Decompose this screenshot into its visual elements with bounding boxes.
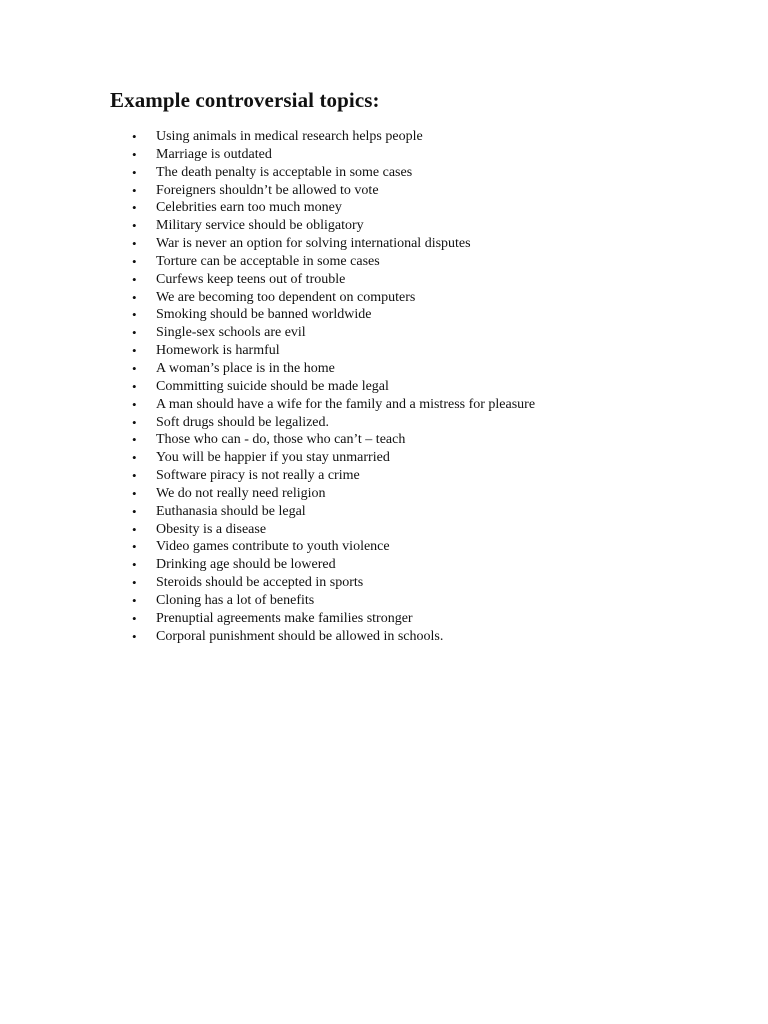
topic-text: We do not really need religion [156, 485, 326, 501]
bullet-icon: • [132, 485, 137, 501]
bullet-icon: • [132, 236, 137, 252]
bullet-icon: • [132, 521, 137, 537]
bullet-icon: • [132, 610, 137, 626]
list-item [0, 289, 768, 307]
bullet-icon: • [132, 307, 137, 323]
topic-text: War is never an option for solving international disputes [156, 236, 471, 252]
list-item [0, 164, 768, 182]
topic-text: You will be happier if you stay unmarried [156, 450, 390, 466]
topic-text: Those who can - do, those who can’t – teach [156, 432, 406, 448]
list-item [0, 253, 768, 271]
bullet-icon: • [132, 539, 137, 555]
list-item [0, 592, 768, 610]
list-item [0, 414, 768, 432]
topic-text: Torture can be acceptable in some cases [156, 253, 380, 269]
topic-text: The death penalty is acceptable in some cases [156, 164, 413, 180]
list-item [0, 378, 768, 396]
topic-text: Prenuptial agreements make families stronger [156, 610, 413, 626]
bullet-icon: • [132, 129, 137, 144]
topic-text: Using animals in medical research helps people [156, 129, 423, 144]
list-item [0, 146, 768, 164]
bullet-icon: • [132, 360, 137, 376]
bullet-icon: • [132, 557, 137, 573]
list-item [0, 538, 768, 556]
topic-text: A man should have a wife for the family and a mistress for pleasure [156, 396, 536, 412]
topic-text: Military service should be obligatory [156, 218, 364, 234]
list-item [0, 610, 768, 628]
list-item [0, 503, 768, 521]
bullet-icon: • [132, 378, 137, 394]
topic-text: Foreigners shouldn’t be allowed to vote [156, 182, 379, 198]
topic-text: Video games contribute to youth violence [156, 539, 390, 555]
list-item [0, 360, 768, 378]
topic-text: Celebrities earn too much money [156, 200, 342, 216]
bullet-icon: • [132, 432, 137, 448]
bullet-icon: • [132, 146, 137, 162]
topic-text: A woman’s place is in the home [156, 360, 335, 376]
list-item [0, 556, 768, 574]
bullet-icon: • [132, 343, 137, 359]
topic-text: Euthanasia should be legal [156, 503, 306, 519]
topic-text: Cloning has a lot of benefits [156, 592, 315, 608]
topic-text: Obesity is a disease [156, 521, 267, 537]
topic-text: Soft drugs should be legalized. [156, 414, 330, 430]
list-item [0, 235, 768, 253]
list-item [0, 271, 768, 289]
bullet-icon: • [132, 628, 137, 644]
bullet-icon: • [132, 396, 137, 412]
bullet-icon: • [132, 468, 137, 484]
topic-text: Single-sex schools are evil [156, 325, 306, 341]
list-item [0, 449, 768, 467]
topic-text: Smoking should be banned worldwide [156, 307, 372, 323]
topic-text: We are becoming too dependent on computers [156, 289, 416, 305]
list-item [0, 431, 768, 449]
bullet-icon: • [132, 218, 137, 234]
list-item [0, 342, 768, 360]
list-item [0, 306, 768, 324]
topic-text: Steroids should be accepted in sports [156, 575, 364, 591]
bullet-icon: • [132, 450, 137, 466]
list-item [0, 217, 768, 235]
topic-text: Drinking age should be lowered [156, 557, 336, 573]
list-item [0, 628, 768, 646]
topic-text: Committing suicide should be made legal [156, 378, 389, 394]
bullet-icon: • [132, 182, 137, 198]
topic-text: Curfews keep teens out of trouble [156, 271, 346, 287]
list-item [0, 485, 768, 503]
bullet-icon: • [132, 253, 137, 269]
list-item [0, 182, 768, 200]
bullet-icon: • [132, 592, 137, 608]
topic-text: Corporal punishment should be allowed in schools. [156, 628, 444, 644]
list-item [0, 574, 768, 592]
list-item [0, 467, 768, 485]
list-item [0, 199, 768, 217]
document-title: Example controversial topics: [110, 88, 380, 112]
bullet-icon: • [132, 164, 137, 180]
bullet-icon: • [132, 414, 137, 430]
bullet-icon: • [132, 575, 137, 591]
bullet-icon: • [132, 289, 137, 305]
list-item [0, 521, 768, 539]
topic-text: Homework is harmful [156, 343, 280, 359]
list-item [0, 324, 768, 342]
topic-text: Marriage is outdated [156, 146, 272, 162]
topic-list [0, 128, 768, 645]
bullet-icon: • [132, 325, 137, 341]
topic-text: Software piracy is not really a crime [156, 468, 360, 484]
list-item [0, 128, 768, 146]
bullet-icon: • [132, 200, 137, 216]
list-item [0, 396, 768, 414]
bullet-icon: • [132, 503, 137, 519]
bullet-icon: • [132, 271, 137, 287]
